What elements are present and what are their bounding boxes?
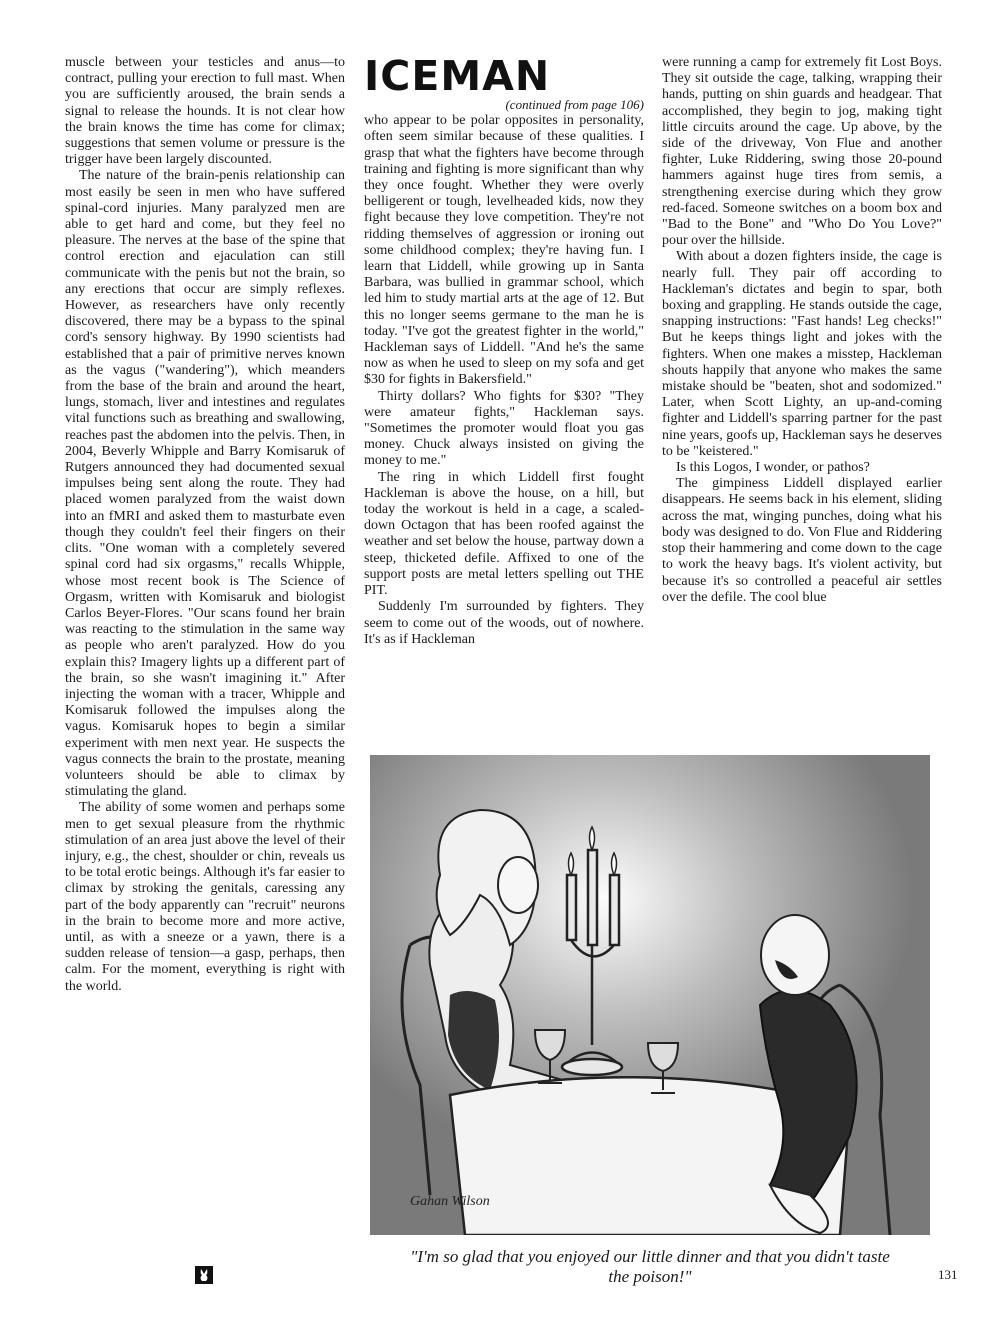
paragraph: The ring in which Liddell first fought Hackleman is above the house, on a hill, but today the workout is held in a cage, a scaled-down Octagon that has been roofed against the weather and set below the house, partway down a steep, thicketed defile. Affixed to one of the support posts are metal letters spelling out THE PIT.: [364, 469, 644, 599]
paragraph: Thirty dollars? Who fights for $30? "They were amateur fights," Hackleman says. "Sometimes the promoter would float you gas money. Chuck always insisted on giving the money to me.": [364, 388, 644, 469]
cartoon-caption: "I'm so glad that you enjoyed our little dinner and that you didn't taste the poison!": [410, 1247, 890, 1286]
cartoonist-signature: Gahan Wilson: [410, 1194, 490, 1209]
man-face: [761, 915, 829, 995]
cartoon-illustration: [370, 755, 930, 1235]
woman-face: [498, 857, 538, 913]
paragraph: Suddenly I'm surrounded by fighters. They seem to come out of the woods, out of nowhere. It's as if Hackleman: [364, 599, 644, 647]
article-column-3: [662, 55, 942, 606]
paragraph: The gimpiness Liddell displayed earlier disappears. He seems back in his element, sliding across the mat, winging punches, doing what his body was designed to do. Von Flue and Riddering stop their hammering and come down to the cage to work the heavy bags. It's violent activity, but because it's so controlled a peaceful air settles over the defile. The cool blue: [662, 476, 942, 605]
paragraph: The nature of the brain-penis relationship can most easily be seen in men who have suffered spinal-cord injuries. Many paralyzed men are able to get hard and come, but they feel no pleasure. The nerves at the base of the spine that control erection and ejaculation can still communicate with the penis but not the brain, so any erections that occur are simply reflexes. However, as researchers have only recently discovered, there may be a bypass to the spinal cord's sensory highway. By 1990 scientists had established that a pair of primitive nerves known as the vagus ("wandering"), which meanders from the base of the brain and around the heart, lungs, stomach, liver and intestines and regulates vital functions such as breathing and swallowing, reaches past the abdomen into the pelvis. Then, in 2004, Beverly Whipple and Barry Komisaruk of Rutgers announced they had documented sexual impulses being sent along the route. They had placed women paralyzed from the waist down into an fMRI and asked them to masturbate even though they couldn't feel their fingers on their clits. "One woman with a completely severed spinal cord had six orgasms," recalls Whipple, whose most recent book is The Science of Orgasm, written with Komisaruk and biologist Carlos Beyer-Flores. "Our scans found her brain was reacting to the stimulation in the same way as people who aren't paralyzed. How do you explain this? Imagery lights up a different part of the brain, so she wasn't imagining it." After injecting the woman with a tracer, Whipple and Komisaruk followed the impulses along the vagus. Komisaruk hopes to begin a similar experiment with men next year. He suspects the vagus connects the brain to the prostate, meaning volunteers should be able to climax by stimulating the gland.: [65, 168, 345, 800]
article-column-2: [364, 52, 644, 648]
paragraph: who appear to be polar opposites in personality, often seem similar because of these qualities. I grasp that what the fighters have become through training and fighting is more significant than why they once fought. Whether they were overly belligerent or tough, levelheaded kids, now they fight because they love competition. They're not ridding themselves of aggression or ironing out some childhood complex; they're having fun. I learn that Liddell, while growing up in Santa Barbara, was bullied in grammar school, which led him to study martial arts at the age of 12. But this no longer seems germane to the man he is today. "I've got the greatest fighter in the world," Hackleman says of Liddell. "And he's the same now as when he used to sleep on my sofa and get $30 for fights in Bakersfield.": [364, 113, 644, 388]
paragraph: muscle between your testicles and anus—to contract, pulling your erection to full mast. When you are sufficiently aroused, the brain sends a signal to release the hounds. It is not clear how the brain knows the time has come for climax; suggestions that semen volume or pressure is the trigger have been largely discounted.: [65, 55, 345, 168]
paragraph: The ability of some women and perhaps some men to get sexual pleasure from the rhythmic stimulation of an area just above the level of their injury, e.g., the chest, shoulder or chin, reveals us to be total erotic beings. Although it's far easier to climax by stroking the genitals, caressing any part of the body apparently can "recruit" neurons in the brain to become more and more active, until, as with a sneeze or a yawn, there is a sudden release of tension—a gasp, perhaps, then calm. For the moment, everything is right with the world.: [65, 800, 345, 994]
article-column-1: [65, 55, 345, 995]
headline: ICEMAN: [364, 52, 551, 100]
continued-note: (continued from page 106): [505, 97, 644, 112]
paragraph: were running a camp for extremely fit Lost Boys. They sit outside the cage, talking, wrapping their hands, putting on shin guards and headgear. That accomplished, they begin to jog, making tight little circuits around the cage. Up above, by the side of the driveway, Von Flue and another fighter, Luke Riddering, swing those 20-pound hammers against huge tires from semis, a strengthening exercise during which they grow red-faced. Someone switches on a boom box and "Bad to the Bone" and "Who Do You Love?" pour over the hillside.: [662, 55, 942, 249]
paragraph: With about a dozen fighters inside, the cage is nearly full. They pair off according to Hackleman's dictates and begin to spar, both boxing and grappling. He stands outside the cage, snapping instructions: "Fast hands! Leg checks!" But he keeps things light and jokes with the fighters. When one makes a misstep, Hackleman shouts happily that anyone who makes the same mistake should be "beaten, shot and sodomized." Later, when Scott Lighty, an up-and-coming fighter and Liddell's sparring partner for the past nine years, goofs up, Hackleman says he deserves to be "keistered.": [662, 249, 942, 459]
paragraph: Is this Logos, I wonder, or pathos?: [676, 460, 870, 476]
page-number: 131: [938, 1267, 958, 1282]
bunny-logo-icon: [195, 1266, 213, 1284]
